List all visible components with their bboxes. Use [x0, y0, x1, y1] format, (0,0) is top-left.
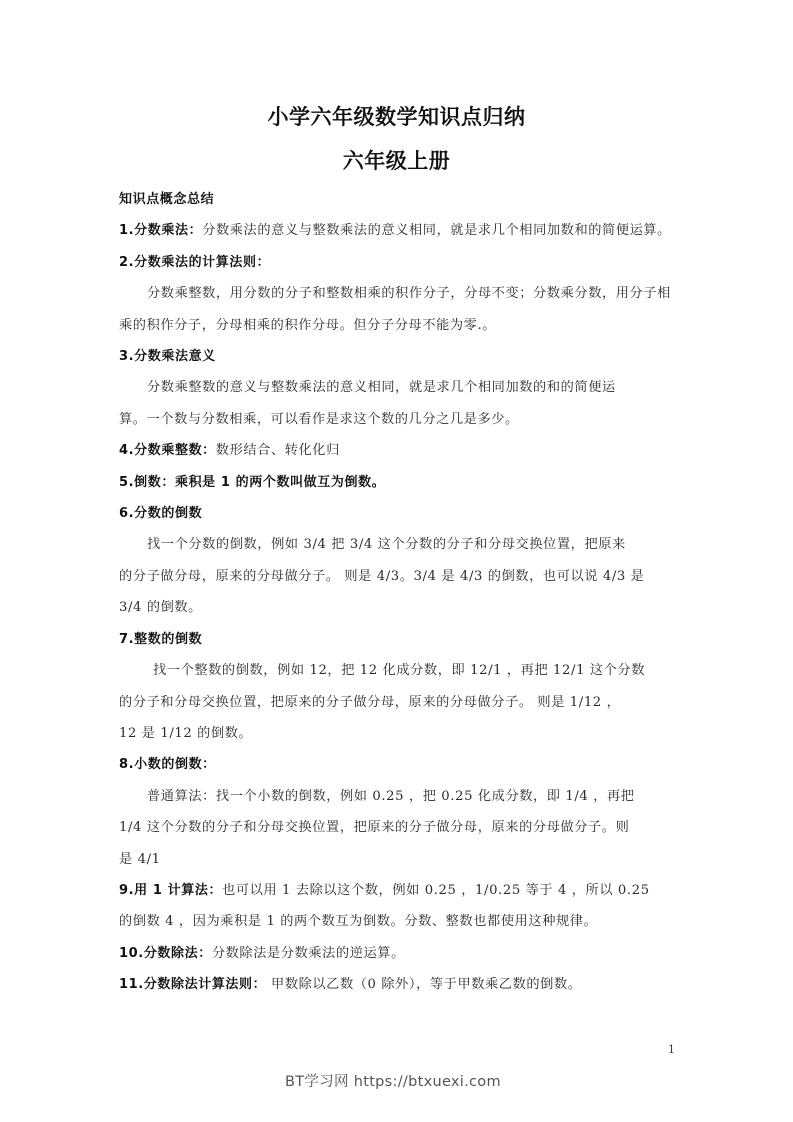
item-9-line: 的倒数 4 ，因为乘积是 1 的两个数互为倒数。分数、整数也都使用这种规律。 [119, 914, 598, 930]
item-7-line: 12 是 1/12 的倒数。 [119, 725, 253, 741]
item-3-line: 分数乘整数的意义与整数乘法的意义相同，就是求几个相同加数的和的简便运 [147, 380, 616, 396]
item-6-line: 的分子做分母，原来的分母做分子。 则是 4/3。3/4 是 4/3 的倒数，也可以说 4/3 是 [119, 568, 645, 584]
item-label: 11.分数除法计算法则： [119, 977, 267, 993]
item-8-line: 是 4/1 [119, 851, 161, 867]
item-text: 数形结合、转化化归 [215, 443, 340, 459]
item-text: 也可以用 1 去除以这个数，例如 0.25 ，1/0.25 等于 4 ，所以 0.25 [222, 882, 650, 898]
document-title: 小学六年级数学知识点归纳 [267, 105, 526, 129]
item-2-label: 2.分数乘法的计算法则： [119, 254, 271, 270]
item-5 [119, 467, 679, 498]
section-heading: 知识点概念总结 [119, 192, 215, 207]
item-label: 10.分数除法： [119, 945, 212, 961]
item-9 [119, 875, 679, 906]
item-2-line: 分数乘整数，用分数的分子和整数相乘的积作分子，分母不变；分数乘分数，用分子相 [147, 286, 671, 302]
item-6-line: 找一个分数的倒数，例如 3/4 把 3/4 这个分数的分子和分母交换位置，把原来 [147, 537, 626, 553]
item-3-label: 3.分数乘法意义 [119, 349, 216, 365]
document-subtitle: 六年级上册 [342, 149, 451, 173]
item-7-label: 7.整数的倒数 [119, 631, 203, 647]
item-7-line: 找一个整数的倒数，例如 12，把 12 化成分数，即 12/1 ，再把 12/1 这个分数 [153, 663, 646, 679]
item-label: 4.分数乘整数： [119, 443, 216, 459]
item-label: 1.分数乘法： [119, 223, 203, 239]
item-10 [119, 938, 679, 969]
item-11 [119, 969, 679, 1000]
item-1 [119, 215, 679, 246]
item-8-label: 8.小数的倒数： [119, 757, 216, 773]
item-label: 5.倒数： [119, 474, 175, 490]
item-label: 9.用 1 计算法： [119, 882, 223, 898]
item-text: 分数除法是分数乘法的逆运算。 [211, 945, 405, 961]
item-text: 分数乘法的意义与整数乘法的意义相同，就是求几个相同加数和的简便运算。 [202, 223, 671, 239]
item-8-line: 普通算法：找一个小数的倒数，例如 0.25 ，把 0.25 化成分数，即 1/4 ，再把 [147, 788, 635, 804]
item-4 [119, 435, 679, 466]
item-7-line: 的分子和分母交换位置，把原来的分子做分母，原来的分母做分子。 则是 1/12 ， [119, 694, 621, 710]
item-6-label: 6.分数的倒数 [119, 506, 203, 522]
item-text: 甲数除以乙数（0 除外），等于甲数乘乙数的倒数。 [266, 977, 582, 993]
item-2-line: 乘的积作分子，分母相乘的积作分母。但分子分母不能为零.。 [119, 317, 497, 333]
item-text: 乘积是 1 的两个数叫做互为倒数。 [174, 474, 386, 490]
page-number: 1 [668, 1043, 675, 1056]
item-8-line: 1/4 这个分数的分子和分母交换位置，把原来的分子做分母，原来的分母做分子。则 [119, 820, 630, 836]
item-3-line: 算。一个数与分数相乘，可以看作是求这个数的几分之几是多少。 [119, 411, 519, 427]
item-6-line: 3/4 的倒数。 [119, 600, 202, 616]
footer-watermark: BT学习网 https://btxuexi.com [285, 1074, 501, 1090]
document-content [119, 184, 679, 1001]
